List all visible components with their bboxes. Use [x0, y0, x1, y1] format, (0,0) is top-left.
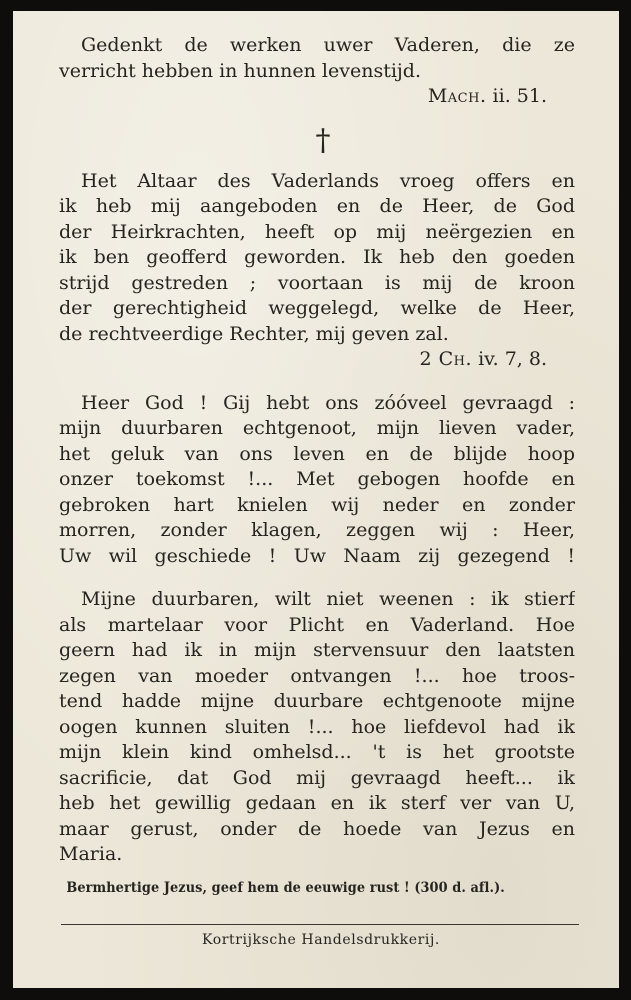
quote-1-line: Gedenkt de werken uwer Vaderen, die ze: [81, 34, 575, 56]
paragraph-1-line: gebroken hart knielen wij neder en zonder: [59, 493, 575, 516]
quote-1-line: verricht hebben in hunnen levenstijd.: [59, 59, 422, 82]
quote-2-line: ik heb mij aangeboden en de Heer, de God: [59, 195, 575, 217]
paragraph-1: [59, 391, 575, 570]
paragraph-2-line: sacrificie, dat God mij gevraagd heeft... ik: [59, 766, 575, 789]
spacer: [59, 373, 575, 391]
paragraph-2: [59, 587, 575, 868]
quote-1-reference: [59, 84, 575, 110]
quote-2-line: der Heirkrachten, heeft op mij neërgezien en: [59, 220, 575, 243]
divider: [61, 924, 579, 925]
paragraph-2-line: Mijne duurbaren, wilt niet weenen : ik stierf: [81, 588, 575, 610]
paragraph-1-line: onzer toekomst !... Met gebogen hoofde en: [59, 468, 575, 490]
spacer: [59, 569, 575, 587]
quote-1: [59, 33, 575, 110]
quote-2-reference: [59, 347, 575, 373]
paragraph-2-line: als martelaar voor Plicht en Vaderland. Hoe: [59, 613, 575, 636]
quote-2-line: strijd gestreden ; voortaan is mij de kroon: [59, 271, 575, 294]
quote-2: [59, 169, 575, 373]
quote-2-line: der gerechtigheid weggelegd, welke de Heer,: [59, 297, 575, 319]
card-paper: [13, 11, 619, 988]
paragraph-1-line: Heer God ! Gij hebt ons zóóveel gevraagd :: [81, 391, 575, 414]
quote-2-reference-book: 2 Ch.: [419, 348, 473, 370]
paragraph-1-line: Uw wil geschiede ! Uw Naam zij gezegend !: [59, 544, 575, 567]
quote-2-reference-chapter: iv. 7, 8.: [478, 348, 547, 370]
quote-2-line: de rechtveerdige Rechter, mij geven zal.: [59, 322, 449, 345]
quote-2-line: ik ben geofferd geworden. Ik heb den goeden: [59, 246, 575, 268]
paragraph-2-line: zegen van moeder ontvangen !... hoe troos-: [59, 664, 575, 687]
paragraph-2-line: Maria.: [59, 843, 123, 865]
quote-2-line: Het Altaar des Vaderlands vroeg offers en: [81, 169, 575, 192]
cross-icon: †: [315, 122, 331, 158]
paragraph-1-line: morren, zonder klagen, zeggen wij : Heer,: [59, 519, 575, 541]
printer-name: Kortrijksche Handelsdrukkerij.: [202, 932, 440, 948]
quote-1-reference-chapter: ii. 51.: [492, 85, 547, 107]
paragraph-2-line: tend hadde mijne duurbare echtgenoote mijne: [59, 690, 575, 712]
paragraph-1-line: het geluk van ons leven en de blijde hoop: [59, 442, 575, 465]
paragraph-2-line: heb het gewillig gedaan en ik sterf ver van U,: [59, 792, 575, 814]
paragraph-2-line: mijn klein kind omhelsd... 't is het grootste: [59, 741, 575, 763]
paragraph-2-line: oogen kunnen sluiten !... hoe liefdevol had ik: [59, 715, 575, 738]
quote-1-reference-book: Mach.: [427, 85, 487, 107]
paragraph-2-line: geern had ik in mijn stervensuur den laatsten: [59, 639, 575, 661]
paragraph-2-line: maar gerust, onder de hoede van Jezus en: [59, 817, 575, 840]
indulgence-prayer: Bermhertige Jezus, geef hem de eeuwige rust ! (300 d. afl.).: [66, 879, 505, 896]
paragraph-1-line: mijn duurbaren echtgenoot, mijn lieven vader,: [59, 417, 575, 439]
